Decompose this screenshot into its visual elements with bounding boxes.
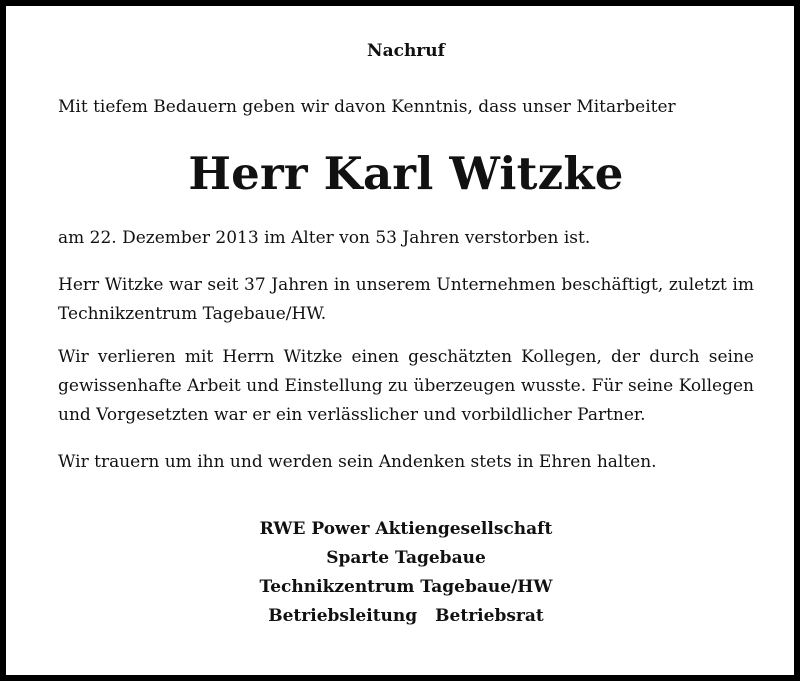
signature-department: Technikzentrum Tagebaue/HW (259, 577, 553, 597)
death-date-line: am 22. Dezember 2013 im Alter von 53 Jahren verstorben ist. (58, 228, 591, 248)
paragraph-employment: Herr Witzke war seit 37 Jahren in unserem Unternehmen beschäftigt, zuletzt im Technikzentrum Tagebaue/HW. (58, 275, 754, 324)
signature-division: Sparte Tagebaue (326, 548, 486, 568)
signature-council: Betriebsrat (435, 606, 544, 626)
deceased-name: Herr Karl Witzke (188, 147, 624, 200)
notice-content (58, 40, 754, 631)
intro-line: Mit tiefem Bedauern geben wir davon Kenntnis, dass unser Mitarbeiter (58, 97, 676, 117)
signature-management: Betriebsleitung (268, 606, 418, 626)
signature-company: RWE Power Aktiengesellschaft (259, 519, 553, 539)
signature-bodies (58, 602, 754, 631)
paragraph-tribute: Wir verlieren mit Herrn Witzke einen geschätzten Kollegen, der durch seine gewissenhafte Arbeit und Einstellung zu überzeugen wusste. Für seine Kollegen und Vorgesetzten war er ein verlässlicher und vorbildlicher Partner. (58, 347, 754, 425)
notice-title: Nachruf (367, 41, 445, 61)
paragraph-mourning: Wir trauern um ihn und werden sein Andenken stets in Ehren halten. (58, 452, 657, 472)
signature-block (58, 515, 754, 631)
